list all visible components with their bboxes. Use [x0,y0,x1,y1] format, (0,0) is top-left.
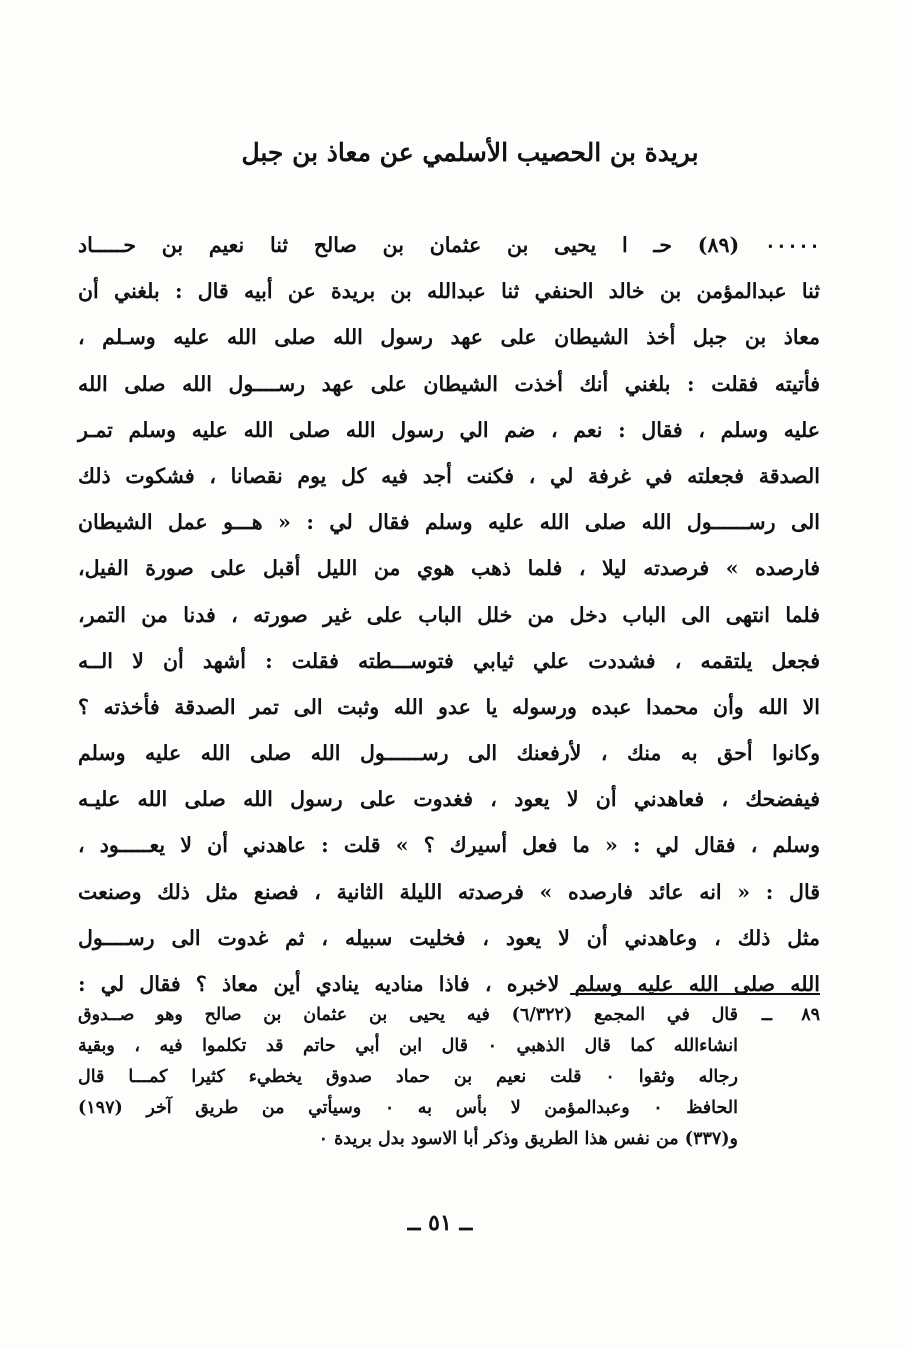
body-line: قال : « انه عائد فارصده » فرصدته الليلة الثانية ، فصنع مثل ذلك وصنعت [78,879,820,904]
body-line: وكانوا أحق به منك ، لأرفعنك الى رســــــول الله صلى الله عليه وسلم [78,741,820,766]
footnote-line: انشاءالله كما قال الذهبي ٠ قال ابن أبي حاتم قد تكلموا فيه ، وبقية [78,1036,738,1056]
body-line: فارصده » فرصدته ليلا ، فلما ذهب هوي من الليل أقبل على صورة الفيل، [78,556,820,581]
body-line: مثل ذلك ، وعاهدني أن لا يعود ، فخليت سبيله ، ثم غدوت الى رســــول [78,925,820,950]
footnote-separator [570,993,820,995]
body-line: الله صلى الله عليه وسلم لاخبره ، فاذا مناديه ينادي أين معاذ ؟ فقال لي : [78,972,820,996]
footnote-line: قال في المجمع (٦/٣٢٢) فيه يحيى بن عثمان بن صالح وهو صــدوق [78,1005,739,1025]
page-number: ــ ٥١ ــ [407,1210,473,1236]
body-line: فأتيته فقلت : بلغني أنك أخذت الشيطان على عهد رســــول الله صلى الله [78,371,820,396]
footnote-line: رجاله وثقوا ٠ قلت نعيم بن حماد صدوق يخطيء كثيرا كمـــا قال [78,1067,738,1087]
body-line: ٠٠٠٠٠ (٨٩) حـ ا يحيى بن عثمان بن صالح ثنا نعيم بن حـــــاد [78,233,820,257]
body-line: فلما انتهى الى الباب دخل من خلل الباب على غير صورته ، فدنا من التمر، [78,602,820,627]
footnote-dash: ــ [761,1005,772,1025]
footnote-first-line [78,1000,820,1031]
body-line: الى رســــــول الله صلى الله عليه وسلم فقال لي : « هـــو عمل الشيطان [78,510,820,535]
body-line: الصدقة فجعلته في غرفة لي ، فكنت أجد فيه كل يوم نقصانا ، فشكوت ذلك [78,463,820,488]
body-line: فيفضحك ، فعاهدني أن لا يعود ، فغدوت على رسول الله صلى الله عليـه [78,787,820,812]
body-line: الا الله وأن محمدا عبده ورسوله يا عدو الله وثبت الى تمر الصدقة فأخذته ؟ [78,694,820,719]
footnote-line: و(٣٣٧) من نفس هذا الطريق وذكر أبا الاسود بدل بريدة ٠ [318,1129,738,1149]
body-line: فجعل يلتقمه ، فشددت علي ثيابي فتوســـطته فقلت : أشهد أن لا الــه [78,648,820,673]
footnote [78,1000,820,1155]
chapter-title: بريدة بن الحصيب الأسلمي عن معاذ بن جبل [241,138,699,167]
body-line: عليه وسلم ، فقال : نعم ، ضم الي رسول الله صلى الله عليه وسلم تمـر [78,417,820,442]
body-line: ثنا عبدالمؤمن بن خالد الحنفي ثنا عبدالله بن بريدة عن أبيه قال : بلغني أن [78,279,820,304]
body-line: وسلم ، فقال لي : « ما فعل أسيرك ؟ » قلت : عاهدني أن لا يعـــــود ، [78,833,820,858]
hadith-body [78,222,820,1007]
body-line: معاذ بن جبل أخذ الشيطان على عهد رسول الله صلى الله عليه وسـلم ، [78,325,820,350]
footnote-line: الحافظ ٠ وعبدالمؤمن لا بأس به ٠ وسيأتي من طريق آخر (١٩٧) [78,1098,738,1118]
footnote-number: ٨٩ [801,1005,820,1025]
